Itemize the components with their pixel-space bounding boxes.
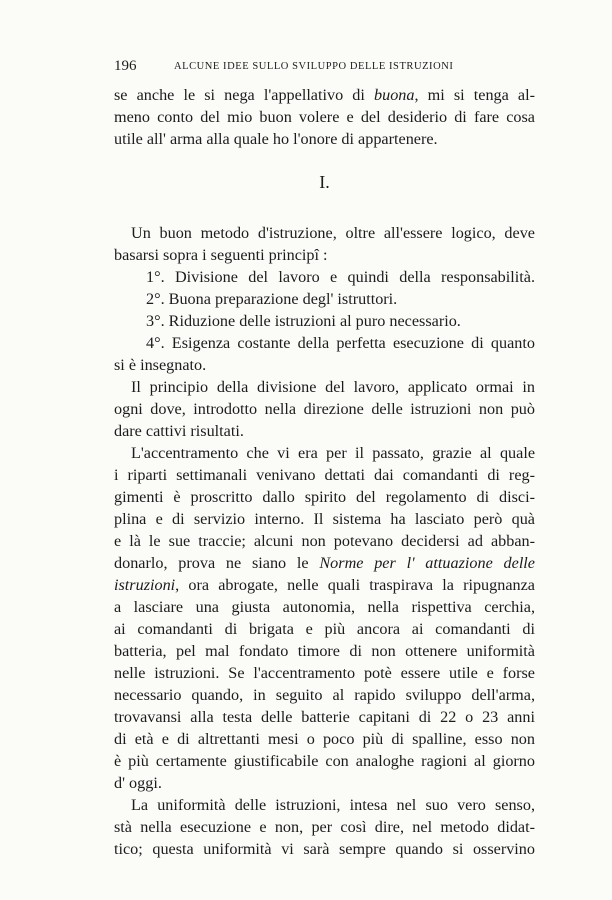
text-line: nelle istruzioni. Se l'accentramento potè essere utile e forse	[114, 664, 535, 682]
text-line: a lasciare una giusta autonomia, nella rispettiva cerchia,	[114, 598, 535, 616]
italic-text: Norme per l' attuazione delle	[319, 554, 535, 572]
text-line: trovavansi alla testa delle batterie capitani di 22 o 23 anni	[114, 708, 535, 726]
text-line: meno conto del mio buon volere e del desiderio di fare cosa	[114, 108, 535, 126]
text-line: d' oggi.	[114, 774, 162, 792]
text-line: donarlo, prova ne siano le Norme per l' attuazione delle	[114, 554, 535, 572]
list-item: 4°. Esigenza costante della perfetta esecuzione di quanto	[146, 334, 535, 352]
text-line: plina e di servizio interno. Il sistema ha lasciato però quà	[114, 510, 535, 528]
text-line: Un buon metodo d'istruzione, oltre all'essere logico, deve	[131, 224, 535, 242]
text-line: è più certamente giustificabile con analoghe ragioni al giorno	[114, 752, 535, 770]
text-line: necessario quando, in seguito al rapido sviluppo dell'arma,	[114, 686, 535, 704]
text-line: L'accentramento che vi era per il passato, grazie al quale	[131, 444, 535, 462]
text-line: i riparti settimanali venivano dettati dai comandanti di reg-	[114, 466, 535, 484]
page-number: 196	[114, 58, 137, 74]
italic-text: buona	[374, 86, 415, 104]
text-line: gimenti è proscritto dallo spirito del regolamento di disci-	[114, 488, 535, 506]
text-line: se anche le si nega l'appellativo di buona, mi si tenga al-	[114, 86, 536, 104]
text-line: ai comandanti di brigata e più ancora ai comandanti di	[114, 620, 535, 638]
text-line: istruzioni, ora abrogate, nelle quali traspirava la ripugnanza	[114, 576, 535, 594]
text-line: batteria, pel mal fondato timore di non ottenere uniformità	[114, 642, 535, 660]
list-item: 3°. Riduzione delle istruzioni al puro necessario.	[146, 312, 461, 330]
list-item: 1°. Divisione del lavoro e quindi della responsabilità.	[146, 268, 535, 286]
text-line: stà nella esecuzione e non, per così dire, nel metodo didat-	[114, 818, 535, 836]
running-head: ALCUNE IDEE SULLO SVILUPPO DELLE ISTRUZIONI	[174, 61, 454, 72]
text-line: dare cattivi risultati.	[114, 422, 244, 440]
text-line: utile all' arma alla quale ho l'onore di appartenere.	[114, 130, 438, 148]
text-line: tico; questa uniformità vi sarà sempre quando si osservino	[114, 840, 535, 858]
text-line: ogni dove, introdotto nella direzione delle istruzioni non può	[114, 400, 535, 418]
text-line: si è insegnato.	[114, 356, 207, 374]
page-header	[114, 58, 535, 78]
section-heading: I.	[319, 172, 330, 192]
text-line: basarsi sopra i seguenti principî :	[114, 246, 328, 264]
italic-text: istruzioni	[114, 576, 176, 594]
text-line: La uniformità delle istruzioni, intesa nel suo vero senso,	[131, 796, 535, 814]
list-item: 2°. Buona preparazione degl' istruttori.	[146, 290, 398, 308]
text-line: e là le sue traccie; alcuni non potevano decidersi ad abban-	[114, 532, 535, 550]
text-line: di età e di altrettanti mesi o poco più di spalline, esso non	[114, 730, 535, 748]
text-line: Il principio della divisione del lavoro, applicato ormai in	[131, 378, 535, 396]
